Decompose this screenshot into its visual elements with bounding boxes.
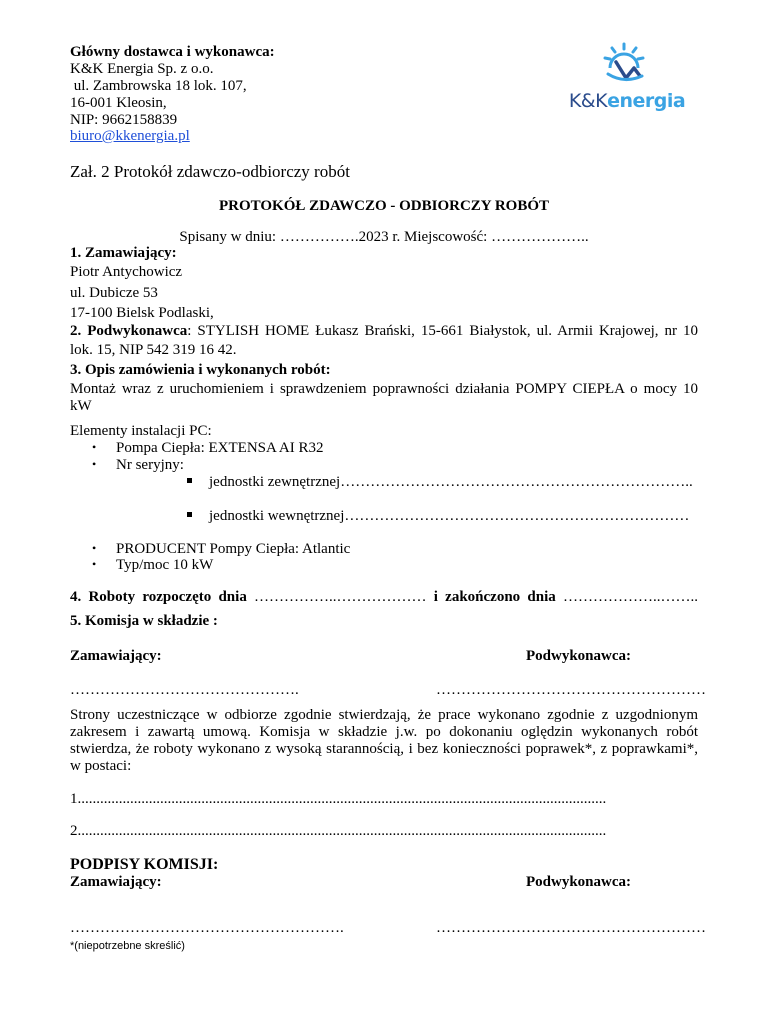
square-bullet-icon: [187, 478, 192, 483]
order-description-2: kW: [70, 398, 92, 414]
protocol-title: PROTOKÓŁ ZDAWCZO - ODBIORCZY ROBÓT: [218, 198, 550, 214]
client-name: Piotr Antychowicz: [70, 264, 183, 280]
works-finished-label: i zakończono dnia: [433, 589, 556, 605]
section5-heading: 5. Komisja w składzie :: [70, 613, 218, 629]
works-started-label: 4. Roboty rozpoczęto dnia: [70, 589, 247, 605]
elements-label: Elementy instalacji PC:: [70, 423, 212, 439]
works-dates-line: [70, 589, 698, 606]
outdoor-unit-serial: jednostki zewnętrznej……………………………………………………………..: [209, 474, 693, 490]
company-city: 16-001 Kleosin,: [70, 95, 167, 111]
logo-text-energia: energia: [607, 90, 686, 112]
order-description: Montaż wraz z uruchomieniem i sprawdzeniem poprawności działania POMPY CIEPŁA o mocy 10: [70, 381, 698, 397]
producer-value: : Atlantic: [294, 541, 351, 557]
commission-contractor-signature-line: ………………………………………………: [436, 682, 706, 698]
producer-line: [116, 541, 350, 558]
pump-value: : EXTENSA AI R32: [200, 440, 324, 456]
remarks-line-2: 2.............................................................................................................................................: [70, 823, 607, 839]
company-logo: [562, 40, 692, 116]
section3-heading: 3. Opis zamówienia i wykonanych robót:: [70, 362, 331, 378]
company-email-link[interactable]: biuro@kkenergia.pl: [70, 128, 190, 144]
attachment-title: Zał. 2 Protokół zdawczo-odbiorczy robót: [70, 162, 350, 181]
commission-contractor-label: Podwykonawca:: [526, 648, 632, 664]
pump-label: Pompa Ciepła: [116, 440, 201, 456]
commission-client-label: Zamawiający:: [70, 648, 162, 664]
commission-client-signature-line: ……………………………………….: [70, 682, 299, 698]
company-nip: NIP: 9662158839: [70, 112, 178, 128]
producer-label: PRODUCENT Pompy Ciepła: [116, 541, 295, 557]
logo-text-kk: K&K: [568, 90, 608, 112]
signature-client-label: Zamawiający:: [70, 874, 162, 890]
bullet-icon: •: [92, 457, 97, 471]
bullet-icon: •: [92, 541, 97, 555]
footnote: *(niepotrzebne skreślić): [70, 940, 185, 952]
supplier-title: Główny dostawca i wykonawca:: [70, 44, 275, 60]
client-city: 17-100 Bielsk Podlaski,: [70, 305, 214, 321]
subcontractor-details: : STYLISH HOME Łukasz Brański, 15-661 Białystok, ul. Armii Krajowej, nr 10: [187, 323, 698, 339]
signature-contractor-line: ………………………………………………: [436, 920, 706, 936]
bullet-icon: •: [92, 440, 97, 454]
signature-contractor-label: Podwykonawca:: [526, 874, 632, 890]
indoor-unit-serial: jednostki wewnętrznej……………………………………………………………: [209, 508, 690, 524]
square-bullet-icon: [187, 512, 192, 517]
works-started-dots: ……………..………………: [246, 589, 434, 605]
section2-line1: [70, 323, 698, 340]
subcontractor-details-2: lok. 15, NIP 542 319 16 42.: [70, 342, 237, 358]
written-on-line: Spisany w dniu: …………….2023 r. Miejscowość: ………………..: [179, 229, 589, 245]
logo-sun-icon: [562, 40, 692, 90]
signatures-heading: PODPISY KOMISJI:: [70, 856, 219, 873]
section1-heading: 1. Zamawiający:: [70, 245, 177, 261]
pump-line: [116, 440, 324, 457]
acceptance-statement: Strony uczestniczące w odbiorze zgodnie stwierdzają, że prace wykonano zgodnie z uzgodnionym zakresem i zawartą umową. Komisja w składzie j.w. po dokonaniu oględzin wykonanych robót stwierdza, że roboty wykonano z wysoką starannością, i bez konieczności poprawek*, z poprawkami*, w postaci:: [70, 707, 698, 774]
client-street: ul. Dubicze 53: [70, 285, 158, 301]
section2-heading: 2. Podwykonawca: [70, 323, 188, 339]
company-street: ul. Zambrowska 18 lok. 107,: [70, 78, 247, 94]
serial-label: Nr seryjny:: [116, 457, 184, 473]
type-power: Typ/moc 10 kW: [116, 557, 214, 573]
signature-client-line: ……………………………………………….: [70, 920, 344, 936]
works-finished-dots: ………………..……..: [555, 589, 698, 605]
company-name: K&K Energia Sp. z o.o.: [70, 61, 214, 77]
bullet-icon: •: [92, 557, 97, 571]
remarks-line-1: 1.............................................................................................................................................: [70, 791, 607, 807]
